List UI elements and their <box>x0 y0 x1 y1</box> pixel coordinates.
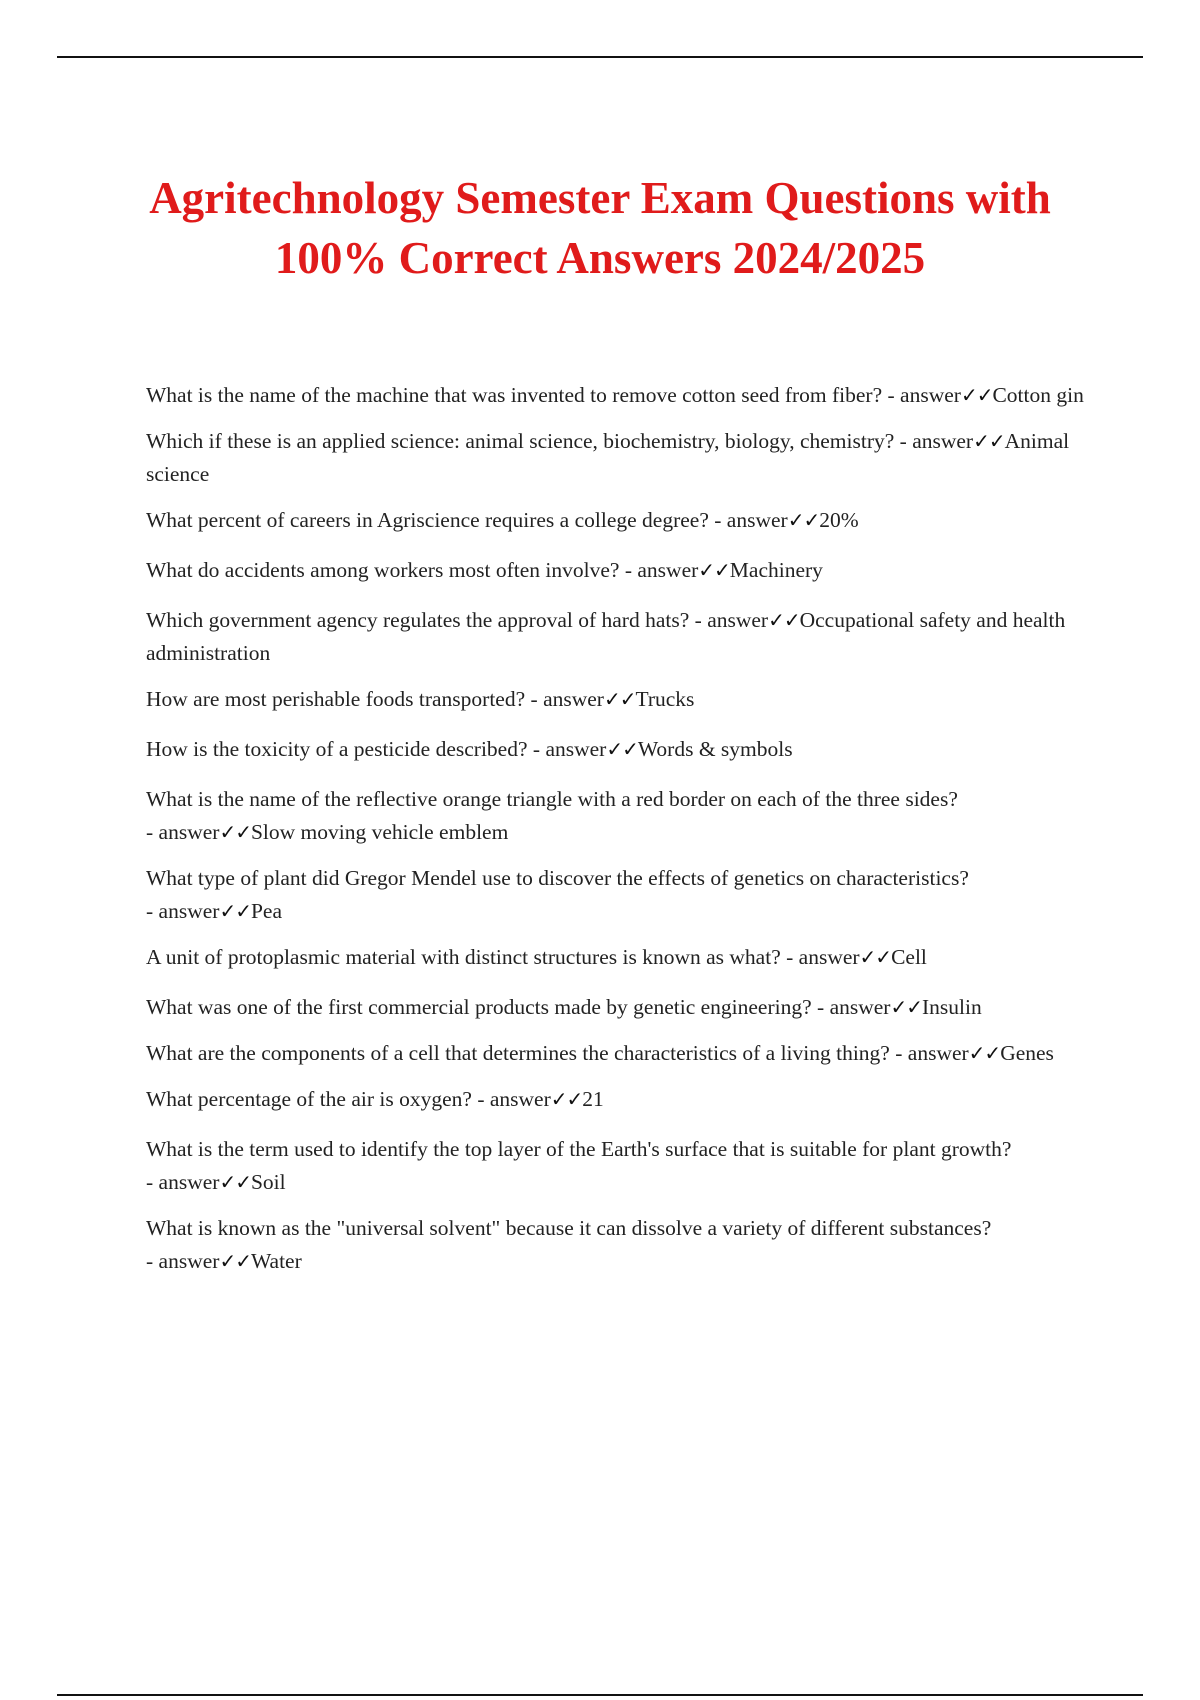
question-text: What do accidents among workers most often involve? <box>146 558 620 582</box>
answer-text: Soil <box>250 1170 286 1194</box>
question-text: What is the name of the machine that was invented to remove cotton seed from fiber? <box>146 383 883 407</box>
qa-item <box>146 862 1096 928</box>
answer-prefix: answer <box>798 945 860 969</box>
separator: - <box>619 558 638 582</box>
answer-prefix: answer <box>907 1041 969 1065</box>
answer-text: Cell <box>891 945 927 969</box>
qa-item <box>146 554 1096 587</box>
qa-item <box>146 1212 1096 1278</box>
question-text: What is the term used to identify the top layer of the Earth's surface that is suitable for plant growth? <box>146 1137 1012 1161</box>
question-text: What type of plant did Gregor Mendel use to discover the effects of genetics on characteristics? <box>146 866 969 890</box>
qa-item <box>146 941 1096 974</box>
answer-prefix: answer <box>829 995 891 1019</box>
question-text: What is known as the "universal solvent" because it can dissolve a variety of different substances? <box>146 1216 992 1240</box>
answer-text: Animal science <box>146 429 1070 486</box>
separator: - <box>894 429 913 453</box>
separator: - <box>146 1170 159 1194</box>
separator: - <box>146 1249 159 1273</box>
answer-prefix: answer <box>158 1249 220 1273</box>
double-check-icon: ✓✓ <box>787 508 820 532</box>
double-check-icon: ✓✓ <box>768 608 800 632</box>
separator: - <box>471 1087 490 1111</box>
qa-item <box>146 1133 1096 1199</box>
answer-text: Genes <box>1000 1041 1054 1065</box>
double-check-icon: ✓✓ <box>603 687 636 711</box>
qa-list <box>146 379 1096 1291</box>
answer-text: 21 <box>582 1087 604 1111</box>
qa-item <box>146 504 1096 537</box>
question-text: How is the toxicity of a pesticide described? <box>146 737 528 761</box>
double-check-icon: ✓✓ <box>973 429 1005 453</box>
qa-item <box>146 1083 1096 1116</box>
qa-item <box>146 379 1096 412</box>
answer-prefix: answer <box>489 1087 551 1111</box>
separator: - <box>811 995 830 1019</box>
qa-item <box>146 733 1096 766</box>
double-check-icon: ✓✓ <box>968 1041 1001 1065</box>
separator: - <box>708 508 727 532</box>
answer-text: Slow moving vehicle emblem <box>250 820 509 844</box>
answer-prefix: answer <box>912 429 974 453</box>
answer-prefix: answer <box>545 737 607 761</box>
answer-text: Trucks <box>635 687 695 711</box>
answer-text: Water <box>250 1249 302 1273</box>
qa-item <box>146 604 1096 670</box>
question-text: Which if these is an applied science: animal science, biochemistry, biology, chemistry? <box>146 429 895 453</box>
question-text: What is the name of the reflective orange triangle with a red border on each of the three sides? <box>146 787 958 811</box>
qa-item <box>146 425 1096 491</box>
qa-item <box>146 991 1096 1024</box>
question-text: What percentage of the air is oxygen? <box>146 1087 472 1111</box>
answer-text: Machinery <box>729 558 823 582</box>
double-check-icon: ✓✓ <box>550 1087 583 1111</box>
separator: - <box>882 383 901 407</box>
separator: - <box>889 1041 908 1065</box>
double-check-icon: ✓✓ <box>219 899 251 923</box>
answer-text: Pea <box>250 899 282 923</box>
question-text: What was one of the first commercial products made by genetic engineering? <box>146 995 812 1019</box>
double-check-icon: ✓✓ <box>859 945 892 969</box>
answer-text: 20% <box>819 508 859 532</box>
document-title: Agritechnology Semester Exam Questions with 100% Correct Answers 2024/2025 <box>149 173 1051 283</box>
answer-prefix: answer <box>543 687 604 711</box>
bottom-rule <box>57 1694 1143 1696</box>
answer-prefix: answer <box>158 899 220 923</box>
answer-prefix: answer <box>900 383 961 407</box>
double-check-icon: ✓✓ <box>219 820 251 844</box>
qa-item <box>146 783 1096 849</box>
qa-item <box>146 1037 1096 1070</box>
double-check-icon: ✓✓ <box>219 1170 251 1194</box>
double-check-icon: ✓✓ <box>606 737 638 761</box>
separator: - <box>780 945 799 969</box>
question-text: How are most perishable foods transported? <box>146 687 526 711</box>
answer-text: Occupational safety and health administration <box>146 608 1066 665</box>
separator: - <box>146 899 159 923</box>
question-text: What percent of careers in Agriscience requires a college degree? <box>146 508 709 532</box>
separator: - <box>525 687 544 711</box>
answer-prefix: answer <box>158 1170 220 1194</box>
qa-item <box>146 683 1096 716</box>
answer-prefix: answer <box>707 608 769 632</box>
question-text: What are the components of a cell that determines the characteristics of a living thing? <box>146 1041 890 1065</box>
question-text: A unit of protoplasmic material with distinct structures is known as what? <box>146 945 781 969</box>
separator: - <box>146 820 159 844</box>
double-check-icon: ✓✓ <box>219 1249 251 1273</box>
separator: - <box>689 608 708 632</box>
answer-text: Cotton gin <box>992 383 1084 407</box>
double-check-icon: ✓✓ <box>698 558 730 582</box>
double-check-icon: ✓✓ <box>960 383 993 407</box>
double-check-icon: ✓✓ <box>890 995 922 1019</box>
question-text: Which government agency regulates the approval of hard hats? <box>146 608 690 632</box>
answer-prefix: answer <box>726 508 788 532</box>
answer-prefix: answer <box>637 558 699 582</box>
top-rule <box>57 56 1143 58</box>
answer-text: Words & symbols <box>637 737 793 761</box>
answer-prefix: answer <box>158 820 220 844</box>
answer-text: Insulin <box>921 995 982 1019</box>
separator: - <box>527 737 546 761</box>
